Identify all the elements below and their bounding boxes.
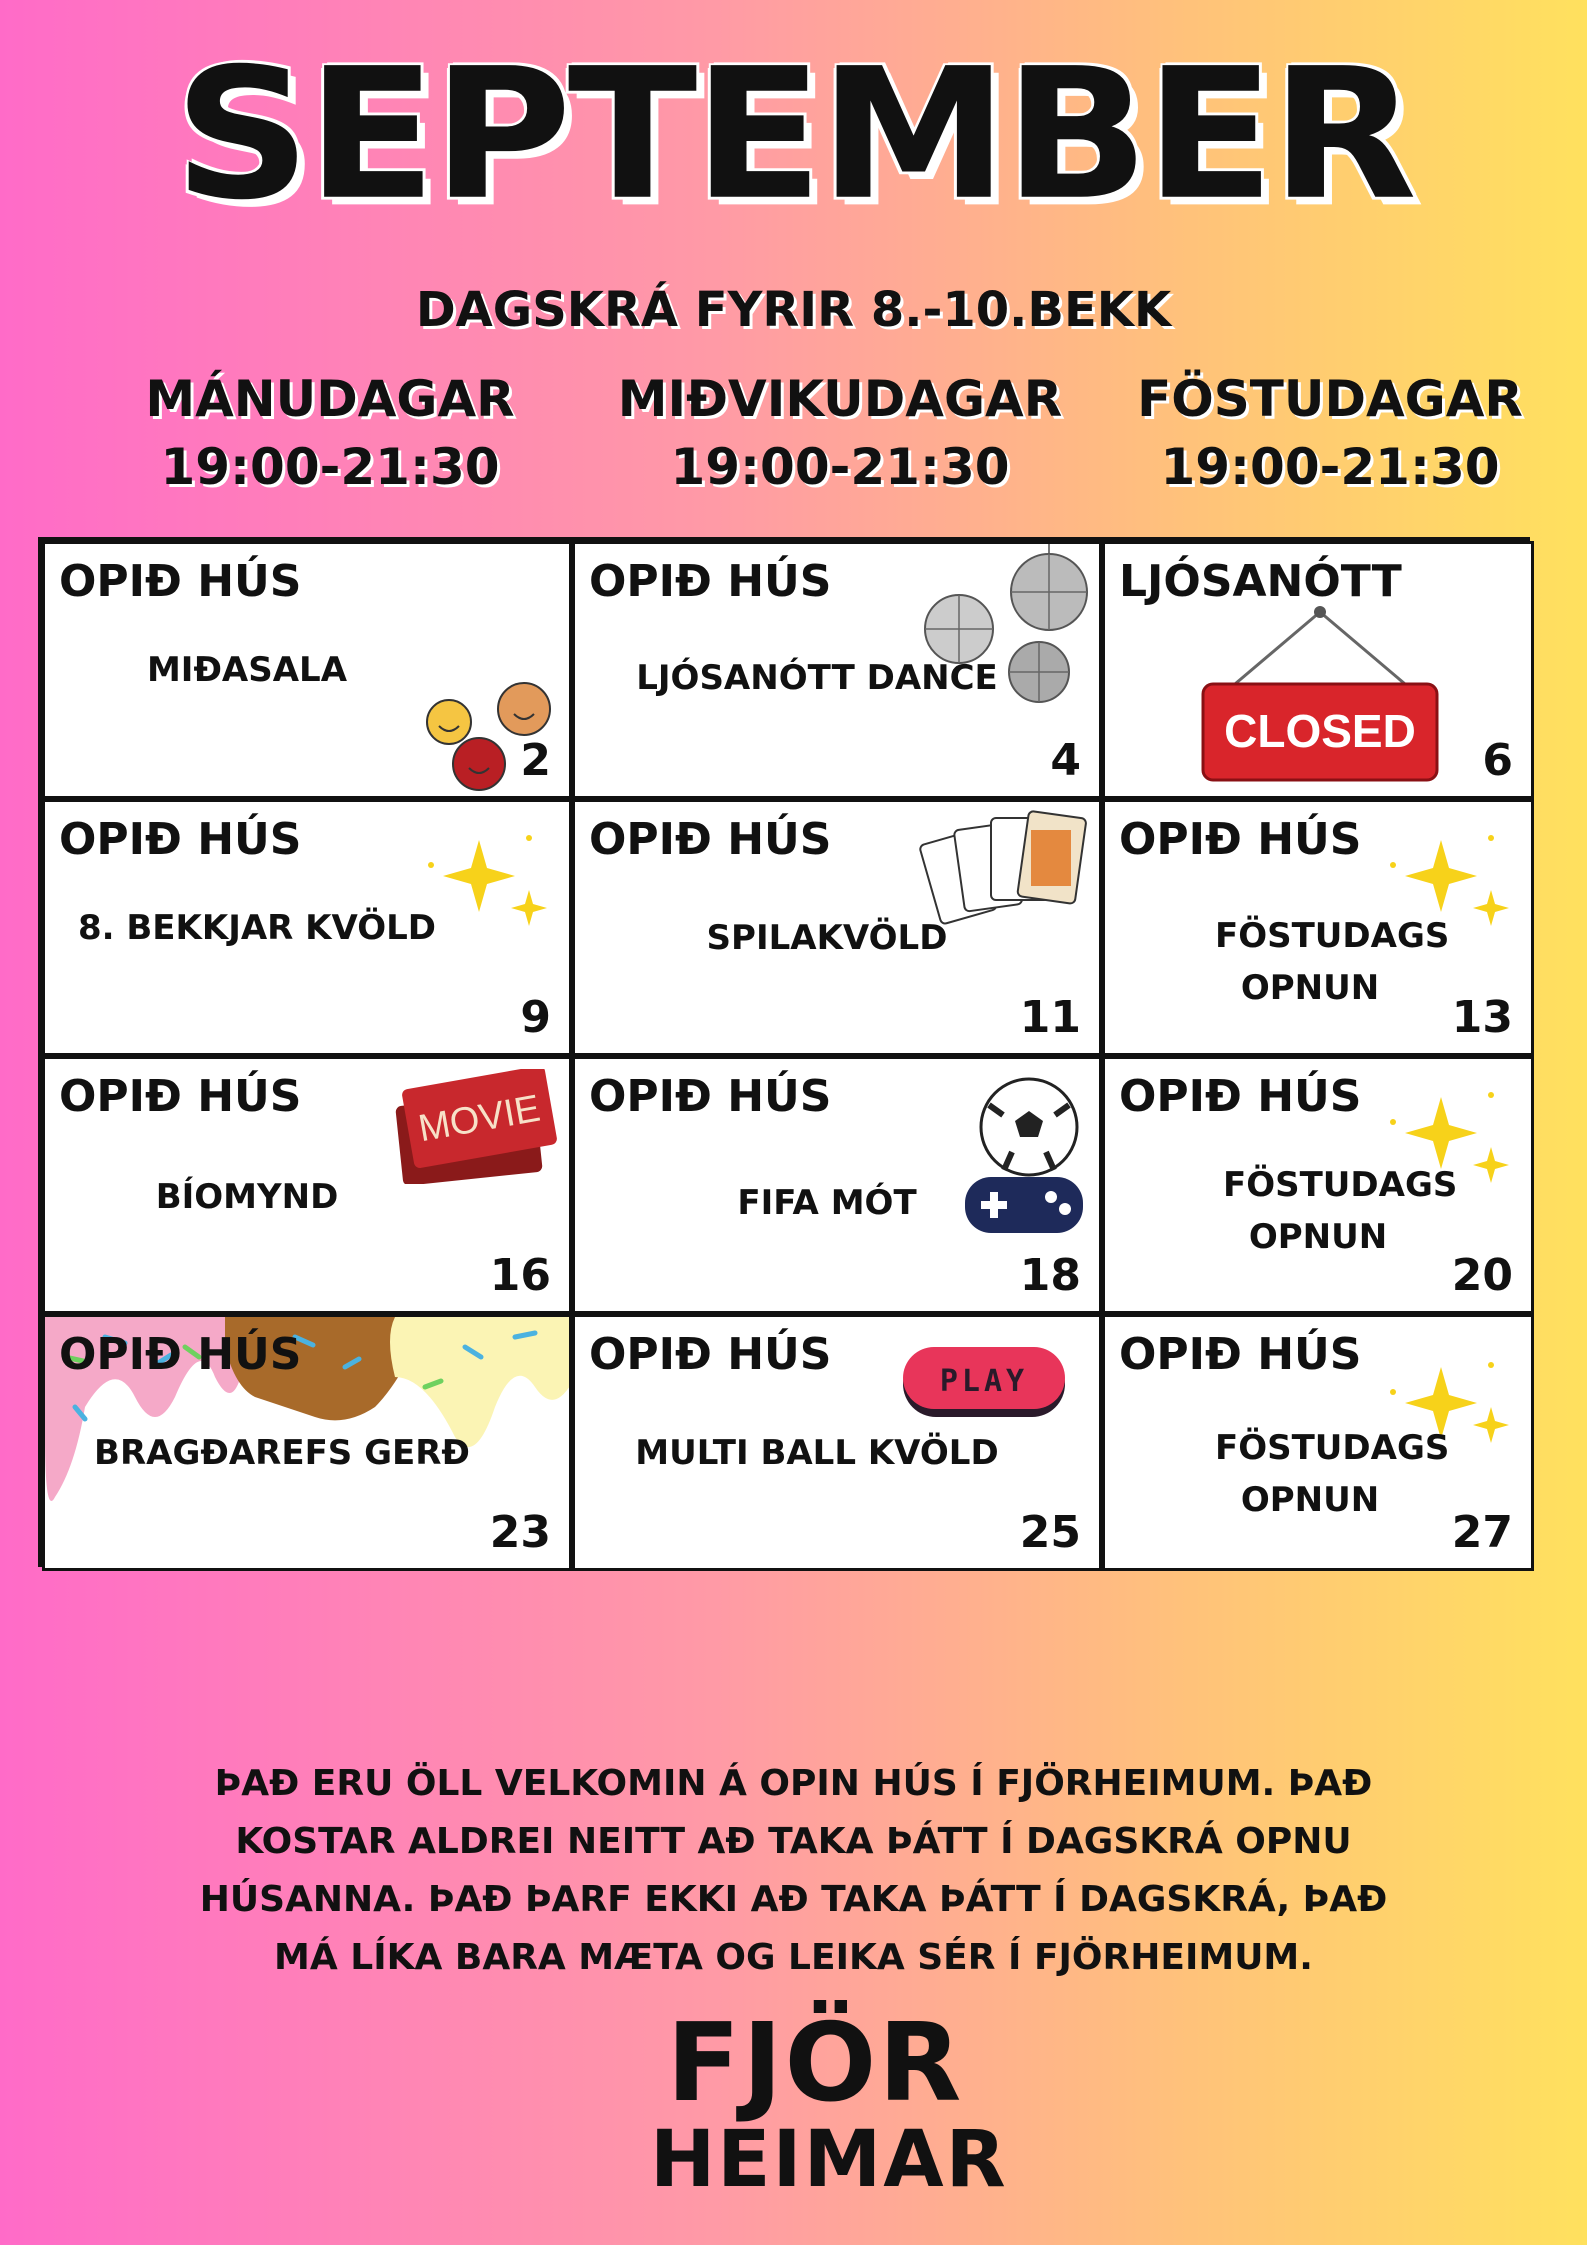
cell-event: BRAGÐAREFS GERÐ: [94, 1432, 470, 1473]
day-time: 19:00-21:30: [160, 438, 500, 496]
cell-event: FIFA MÓT: [737, 1183, 917, 1223]
cell-heading: OPIÐ HÚS: [1119, 1328, 1362, 1380]
footer-line: MÁ LÍKA BARA MÆTA OG LEIKA SÉR Í FJÖRHEIMUM.: [274, 1937, 1313, 1978]
playing-cards-icon: [919, 806, 1089, 926]
cell-date: 13: [1451, 992, 1513, 1043]
day-header-wednesday: [610, 365, 1070, 501]
day-name: FÖSTUDAGAR: [1137, 370, 1523, 428]
day-header-monday: [120, 365, 540, 501]
footer-line: KOSTAR ALDREI NEITT AÐ TAKA ÞÁTT Í DAGSKRÁ OPNU: [235, 1821, 1352, 1862]
calendar-cell: [42, 799, 572, 1057]
cell-event: BÍOMYND: [155, 1177, 339, 1217]
calendar-cell: [1102, 541, 1534, 799]
cell-date: 18: [1019, 1249, 1081, 1301]
play-label: PLAY: [939, 1363, 1029, 1399]
footer-line: HÚSANNA. ÞAÐ ÞARF EKKI AÐ TAKA ÞÁTT Í DAGSKRÁ, ÞAÐ: [199, 1879, 1388, 1920]
cell-heading: OPIÐ HÚS: [59, 556, 302, 607]
movie-ticket-icon: [389, 1069, 559, 1184]
fjorheimar-logo: [650, 2001, 1008, 2205]
cell-heading: LJÓSANÓTT: [1119, 556, 1402, 607]
day-name: MÁNUDAGAR: [145, 370, 515, 428]
cell-date: 27: [1451, 1507, 1513, 1558]
cell-heading: OPIÐ HÚS: [1119, 813, 1362, 865]
day-time: 19:00-21:30: [1160, 438, 1500, 496]
cell-heading: OPIÐ HÚS: [59, 1328, 302, 1380]
cell-heading: OPIÐ HÚS: [589, 1071, 832, 1122]
cell-date: 6: [1482, 734, 1513, 786]
calendar-cell: [1102, 1056, 1534, 1314]
cell-event: [1105, 1159, 1531, 1263]
calendar-cell: [1102, 799, 1534, 1057]
page-subtitle: DAGSKRÁ FYRIR 8.-10.BEKK: [415, 282, 1172, 338]
closed-sign-label: CLOSED: [1224, 705, 1416, 757]
page-title: SEPTEMBER: [173, 29, 1414, 240]
cell-heading: OPIÐ HÚS: [589, 1328, 832, 1380]
closed-sign-icon: [1195, 604, 1445, 784]
calendar-cell: [572, 1056, 1102, 1314]
cell-event: SPILAKVÖLD: [706, 917, 948, 958]
footer-line: ÞAÐ ERU ÖLL VELKOMIN Á OPIN HÚS Í FJÖRHEIMUM. ÞAÐ: [214, 1763, 1373, 1804]
cell-event: 8. BEKKJAR KVÖLD: [77, 907, 437, 948]
cell-event: MULTI BALL KVÖLD: [635, 1432, 999, 1473]
cell-event-text: FÖSTUDAGS OPNUN: [1215, 1427, 1450, 1520]
cell-date: 11: [1019, 992, 1081, 1043]
calendar-cell: [42, 1056, 572, 1314]
cell-date: 16: [489, 1249, 551, 1301]
cell-date: 25: [1019, 1507, 1081, 1558]
cell-date: 2: [520, 734, 551, 786]
footer-text: [180, 1755, 1407, 1987]
calendar-grid: [38, 537, 1530, 1567]
cell-event: MIÐASALA: [146, 650, 348, 690]
cell-date: 23: [489, 1507, 551, 1558]
cell-date: 20: [1451, 1249, 1513, 1301]
day-time: 19:00-21:30: [670, 438, 1010, 496]
day-name: MIÐVIKUDAGAR: [617, 370, 1063, 428]
day-header-friday: [1130, 365, 1530, 501]
play-button-icon: [899, 1347, 1069, 1421]
cell-heading: OPIÐ HÚS: [589, 556, 832, 607]
calendar-cell: [572, 541, 1102, 799]
calendar-cell: [572, 1314, 1102, 1572]
cell-event-text: FÖSTUDAGS OPNUN: [1223, 1165, 1458, 1257]
cell-date: 4: [1050, 734, 1081, 786]
cell-heading: OPIÐ HÚS: [589, 813, 832, 865]
cell-heading: OPIÐ HÚS: [59, 813, 302, 865]
calendar-cell: [42, 541, 572, 799]
cell-heading: OPIÐ HÚS: [59, 1071, 302, 1122]
calendar-cell: [42, 1314, 572, 1572]
cell-heading: OPIÐ HÚS: [1119, 1071, 1362, 1122]
cell-event-text: FÖSTUDAGS OPNUN: [1215, 915, 1450, 1008]
cell-event: LJÓSANÓTT DANCE: [636, 658, 998, 698]
calendar-cell: [572, 799, 1102, 1057]
calendar-cell: [1102, 1314, 1534, 1572]
cell-date: 9: [520, 992, 551, 1043]
logo-line1: FJÖR: [666, 2001, 964, 2126]
movie-label: MOVIE: [415, 1087, 544, 1151]
logo-line2: HEIMAR: [650, 2115, 1008, 2205]
